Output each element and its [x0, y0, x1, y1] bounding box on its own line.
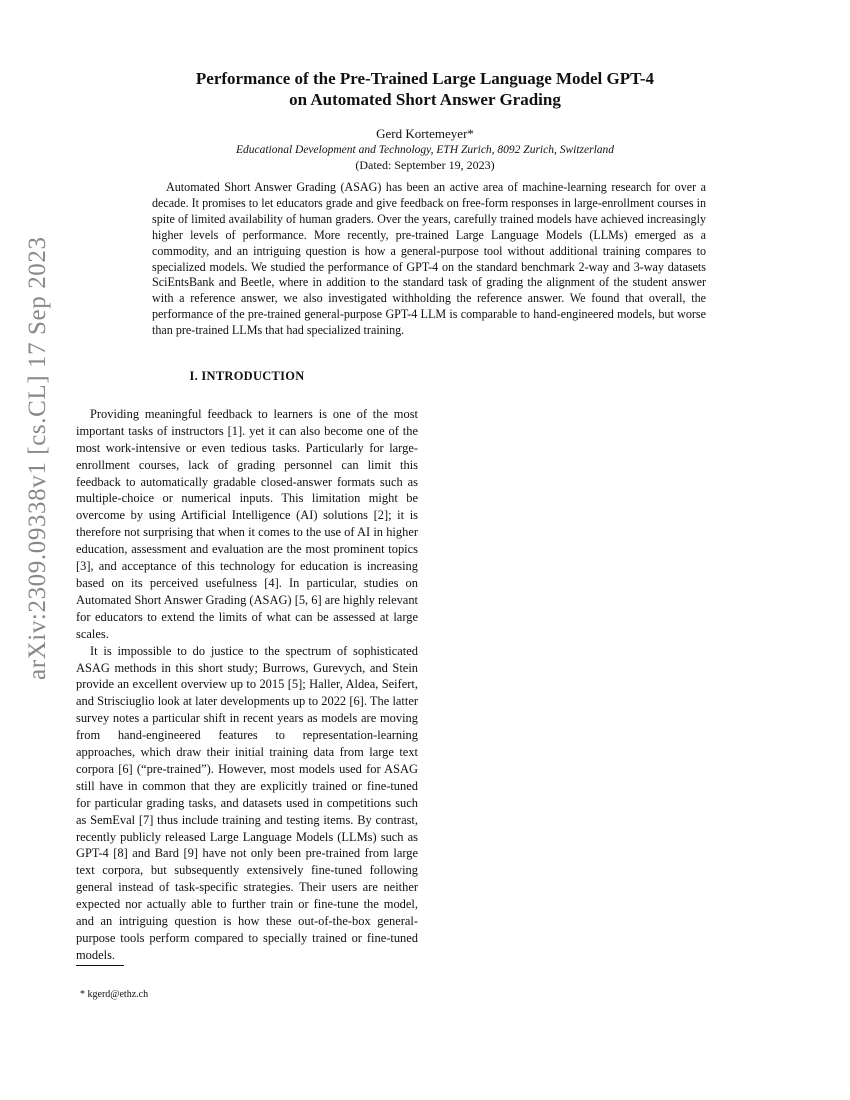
title-line-2: on Automated Short Answer Grading	[289, 90, 561, 109]
left-column	[76, 368, 418, 964]
paper-title	[0, 68, 850, 110]
author-affiliation: Educational Development and Technology, ETH Zurich, 8092 Zurich, Switzerland	[235, 144, 615, 156]
paper-header	[0, 68, 850, 173]
section-heading-introduction: I. INTRODUCTION	[189, 369, 305, 383]
title-line-1: Performance of the Pre-Trained Large Language Model GPT-4	[195, 69, 655, 88]
abstract: Automated Short Answer Grading (ASAG) has been an active area of machine-learning research for over a decade. It promises to let educators grade and give feedback on free-form responses in large-enrollment courses in spite of limited availability of human graders. Over the years, carefully trained models have achieved increasingly higher levels of performance. More recently, pre-trained Large Language Models (LLMs) emerged as a commodity, and an intriguing question is how a general-purpose tool without additional training compares to specialized models. We studied the performance of GPT-4 on the standard benchmark 2-way and 3-way datasets SciEntsBank and Beetle, where in addition to the standard task of grading the alignment of the student answer with a reference answer, we also investigated withholding the reference answer. We found that overall, the performance of the pre-trained general-purpose GPT-4 LLM is comparable to hand-engineered models, but worse than pre-trained LLMs that had specialized training.	[152, 180, 706, 338]
author-name: Gerd Kortemeyer*	[376, 126, 474, 141]
date-line: (Dated: September 19, 2023)	[355, 158, 495, 172]
footnote-rule	[76, 965, 124, 966]
intro-paragraph-2: It is impossible to do justice to the spectrum of sophisticated ASAG methods in this short study; Burrows, Gurevych, and Stein provide an excellent overview up to 2015 [5]; Haller, Aldea, Seifert, and Strisciuglio look at later developments up to 2022 [6]. The latter survey notes a particular shift in recent years as models are moving from hand-engineered features to representation-learning approaches, which draw their initial training data from large text corpora [6] (“pre-trained”). However, most models used for ASAG still have in common that they are explicitly trained or fine-tuned for particular grading tasks, and datasets used in competitions such as SemEval [7] thus include training and testing items. By contrast, recently publicly released Large Language Models (LLMs) such as GPT-4 [8] and Bard [9] have not only been pre-trained from large text corpora, but subsequently extensively fine-tuned following general instead of task-specific strategies. Their users are neither expected nor actually able to further train or fine-tune the model, and an intriguing question is how these out-of-the-box general-purpose tools perform compared to specially trained or fine-tuned models.	[76, 643, 418, 962]
footnote-email: * kgerd@ethz.ch	[80, 989, 149, 1000]
arxiv-identifier: arXiv:2309.09338v1 [cs.CL] 17 Sep 2023	[24, 236, 51, 680]
intro-paragraph-1: Providing meaningful feedback to learners is one of the most important tasks of instructors [1]. yet it can also become one of the most work-intensive or even tedious tasks. Particularly for large-enrollment courses, lack of grading personnel can limit this feedback to automatically gradable closed-answer formats such as multiple-choice or numerical inputs. This limitation might be overcome by using Artificial Intelligence (AI) solutions [2]; it is therefore not surprising that when it comes to the use of AI in higher education, assessment and evaluation are the most prominent topics [3], and acceptance of this technology for education is increasing based on its perceived usefulness [4]. In particular, studies on Automated Short Answer Grading (ASAG) [5, 6] are highly relevant for educators to extend the limits of what can be assessed at large scales.	[76, 406, 418, 641]
